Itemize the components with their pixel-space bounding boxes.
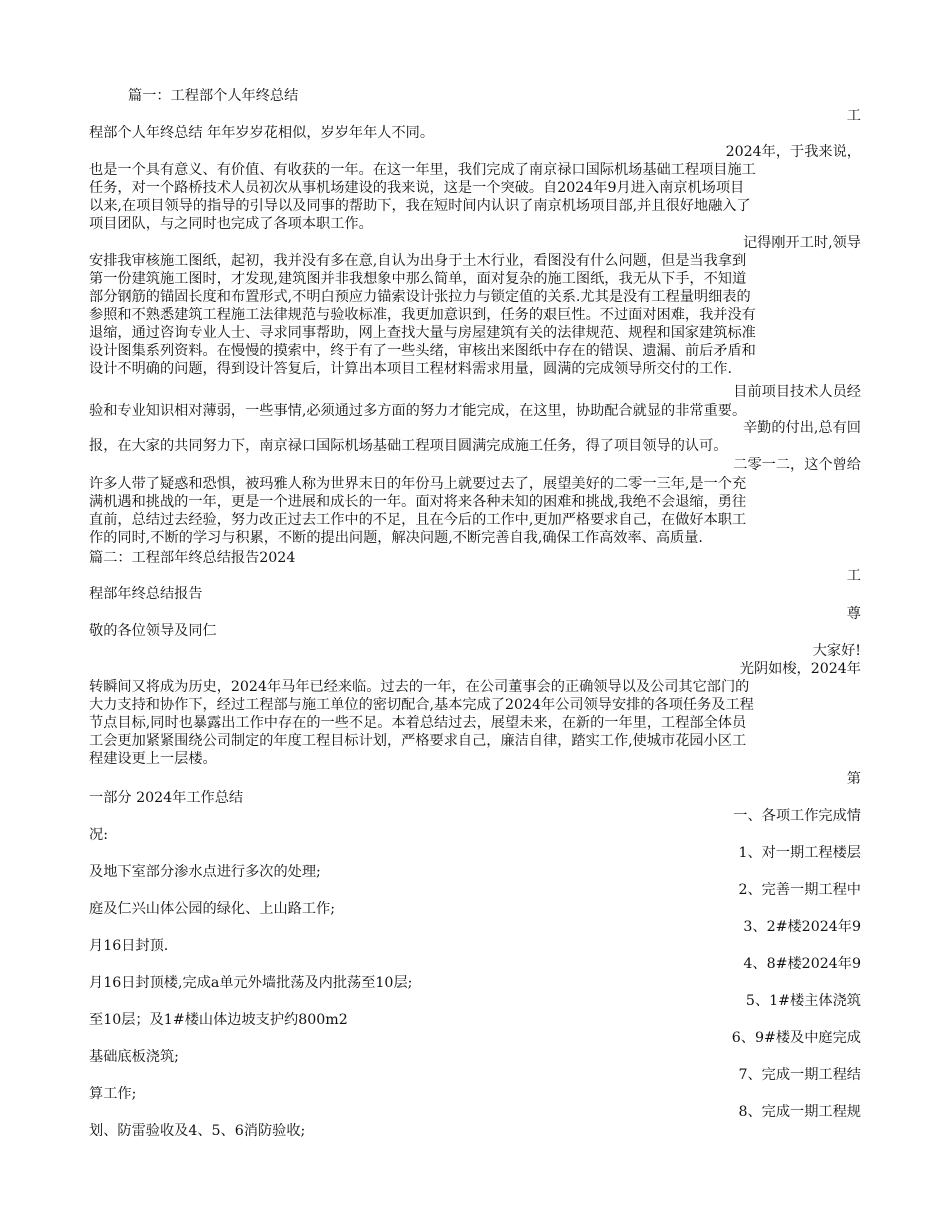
text-line: 以来,在项目领导的指导的引导以及同事的帮助下，我在短时间内认识了南京机场项目部,并且很好地融入了 xyxy=(89,198,751,214)
section-heading-1: 篇一：工程部个人年终总结 xyxy=(128,88,299,104)
text-line: 程建设更上一层楼。 xyxy=(89,751,217,767)
text-line: 敬的各位领导及同仁 xyxy=(89,623,217,639)
text-line: 工 xyxy=(846,568,861,584)
list-item: 2、完善一期工程中 xyxy=(738,882,861,898)
list-item: 至10层；及1#楼山体边坡支护约800m2 xyxy=(89,1012,348,1028)
text-line: 项目团队，与之同时也完成了各项本职工作。 xyxy=(89,216,373,232)
text-line: 设计不明确的问题，得到设计答复后，计算出本项目工程材料需求用量，圆满的完成领导所交付的工作. xyxy=(89,361,732,377)
text-line: 参照和不熟悉建筑工程施工法律规范与验收标准，我更加意识到，任务的艰巨性。不过面对困难，我并没有 xyxy=(89,307,756,323)
text-line: 安排我审核施工图纸，起初，我并没有多在意,自认为出身于土木行业，看图没有什么问题，但是当我拿到 xyxy=(89,253,747,269)
text-line: 况: xyxy=(89,827,108,843)
list-item: 基础底板浇筑; xyxy=(89,1049,179,1065)
text-line: 工 xyxy=(846,108,861,124)
list-item: 5、1#楼主体浇筑 xyxy=(745,993,861,1009)
text-line: 转瞬间又将成为历史，2024年马年已经来临。过去的一年，在公司董事会的正确领导以及公司其它部门的 xyxy=(89,679,750,695)
text-line: 第 xyxy=(846,771,861,787)
text-line: 作的同时,不断的学习与积累，不断的提出问题，解决问题,不断完善自我,确保工作高效率、高质量. xyxy=(89,530,703,546)
text-line: 直前，总结过去经验，努力改正过去工作中的不足，且在今后的工作中,更加严格要求自己，在做好本职工 xyxy=(89,512,747,528)
text-line: 报，在大家的共同努力下，南京禄口国际机场基础工程项目圆满完成施工任务，得了项目领导的认可。 xyxy=(89,438,728,454)
text-line: 辛勤的付出,总有回 xyxy=(742,420,861,436)
text-line: 目前项目技术人员经 xyxy=(733,384,861,400)
list-item: 算工作; xyxy=(89,1086,137,1102)
list-item: 庭及仁兴山体公园的绿化、上山路工作; xyxy=(89,901,335,917)
text-line: 也是一个具有意义、有价值、有收获的一年。在这一年里，我们完成了南京禄口国际机场基础工程项目施工 xyxy=(89,162,756,178)
text-line: 退缩，通过咨询专业人士、寻求同事帮助，网上查找大量与房屋建筑有关的法律规范、规程和国家建筑标准 xyxy=(89,325,756,341)
section-heading-2: 篇二：工程部年终总结报告2024 xyxy=(89,550,296,566)
list-item: 8、完成一期工程规 xyxy=(738,1104,861,1120)
text-line: 2024年，于我来说， xyxy=(725,144,861,160)
text-line: 大力支持和协作下，经过工程部与施工单位的密切配合,基本完成了2024年公司领导安排的各项任务及工程 xyxy=(89,697,754,713)
list-item: 7、完成一期工程结 xyxy=(738,1067,861,1083)
text-line: 光阴如梭，2024年 xyxy=(739,661,861,677)
list-item: 及地下室部分渗水点进行多次的处理; xyxy=(89,864,321,880)
list-item: 1、对一期工程楼层 xyxy=(738,845,861,861)
text-line: 许多人带了疑惑和恐惧，被玛雅人称为世界末日的年份马上就要过去了，展望美好的二零一三年,是一个充 xyxy=(89,476,747,492)
text-line: 二零一二，这个曾给 xyxy=(733,457,861,473)
list-item: 月16日封顶楼,完成a单元外墙批荡及内批荡至10层; xyxy=(89,975,413,991)
text-line: 大家好! xyxy=(812,643,861,659)
text-line: 验和专业知识相对薄弱，一些事情,必须通过多方面的努力才能完成，在这里，协助配合就显的非常重要。 xyxy=(89,403,747,419)
text-line: 尊 xyxy=(846,606,861,622)
text-line: 程部个人年终总结 年年岁岁花相似，岁岁年年人不同。 xyxy=(89,125,435,141)
part-heading: 一部分 2024年工作总结 xyxy=(89,790,244,806)
text-line: 记得刚开工时,领导 xyxy=(742,235,861,251)
text-line: 设计图集系列资料。在慢慢的摸索中，终于有了一些头绪，审核出来图纸中存在的错误、遗漏、前后矛盾和 xyxy=(89,343,756,359)
text-line: 任务，对一个路桥技术人员初次从事机场建设的我来说，这是一个突破。自2024年9月进入南京机场项目 xyxy=(89,180,745,196)
list-item: 6、9#楼及中庭完成 xyxy=(731,1030,861,1046)
text-line: 一、各项工作完成情 xyxy=(733,808,861,824)
text-line: 节点目标,同时也暴露出工作中存在的一些不足。本着总结过去，展望未来，在新的一年里，工程部全体员 xyxy=(89,715,747,731)
list-item: 月16日封顶. xyxy=(89,938,169,954)
text-line: 第一份建筑施工图时，才发现,建筑图并非我想象中那么简单，面对复杂的施工图纸，我无从下手，不知道 xyxy=(89,271,747,287)
text-line: 工会更加紧紧围绕公司制定的年度工程目标计划，严格要求自己，廉洁自律，踏实工作,使城市花园小区工 xyxy=(89,733,747,749)
list-item: 划、防雷验收及4、5、6消防验收; xyxy=(89,1123,306,1139)
text-line: 满机遇和挑战的一年，更是一个进展和成长的一年。面对将来各种未知的困难和挑战,我绝不会退缩，勇往 xyxy=(89,494,747,510)
list-item: 3、2#楼2024年9 xyxy=(743,919,861,935)
list-item: 4、8#楼2024年9 xyxy=(743,956,861,972)
text-line: 部分钢筋的锚固长度和布置形式,不明白预应力锚索设计张拉力与锁定值的关系.尤其是没有工程量明细表的 xyxy=(89,289,751,305)
text-line: 程部年终总结报告 xyxy=(89,586,203,602)
